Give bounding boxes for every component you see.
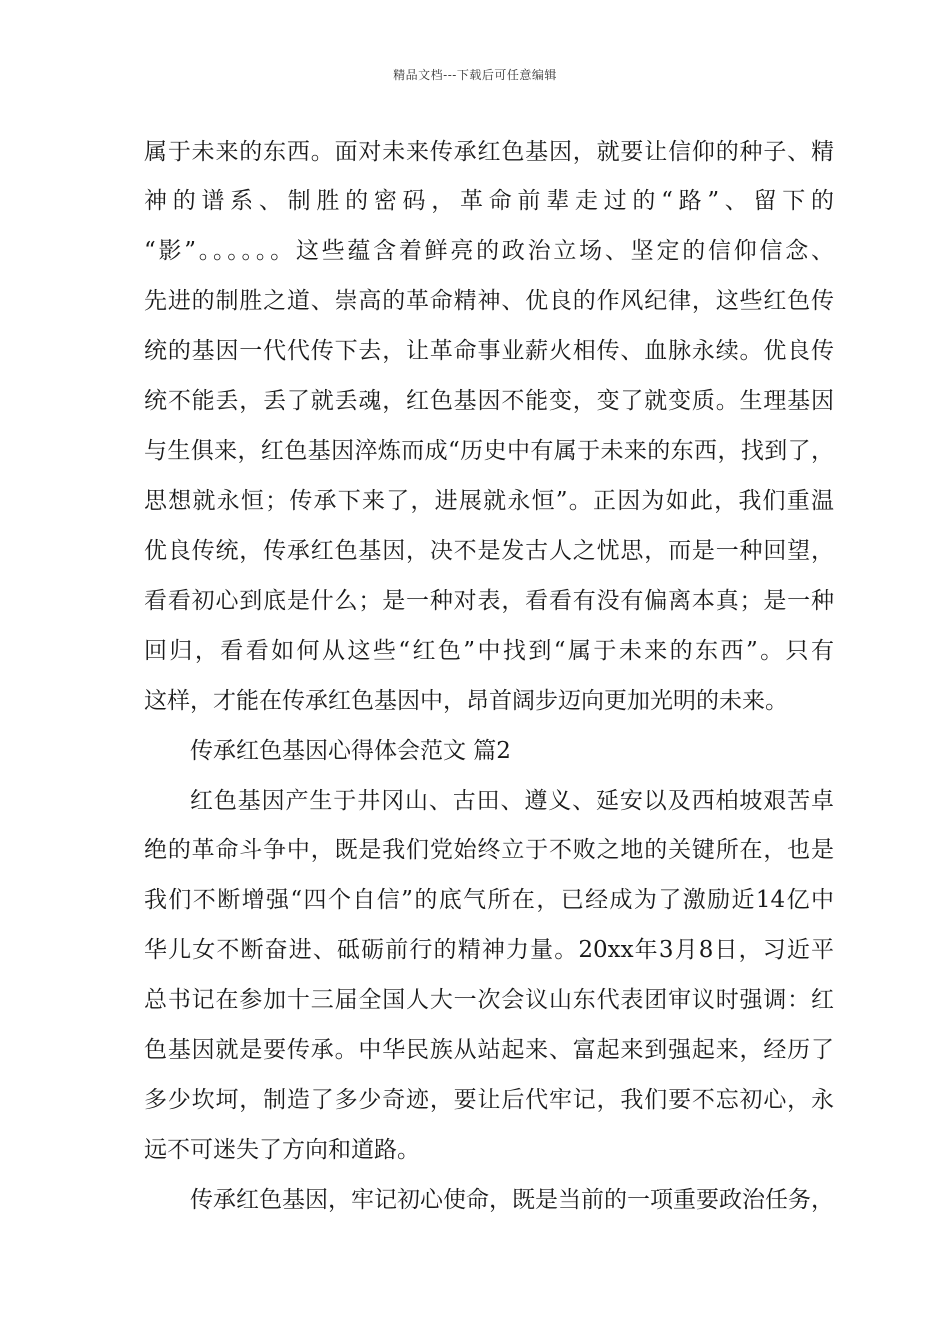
paragraph-line: 红色基因产生于井冈山、古田、遵义、延安以及西柏坡艰苦卓: [190, 788, 834, 814]
paragraph-line: 色基因就是要传承。中华民族从站起来、富起来到强起来，经历了: [144, 1037, 834, 1063]
paragraph-line: 我们不断增强“四个自信”的底气所在，已经成为了激励近14亿中: [144, 887, 834, 913]
paragraph-line: 绝的革命斗争中，既是我们党始终立于不败之地的关键所在，也是: [144, 837, 834, 863]
paragraph-line: 与生俱来，红色基因淬炼而成“历史中有属于未来的东西，找到了，: [144, 438, 834, 464]
paragraph-line: 属于未来的东西。面对未来传承红色基因，就要让信仰的种子、精: [144, 139, 834, 165]
paragraph-line: 多少坎坷，制造了多少奇迹，要让后代牢记，我们要不忘初心，永: [144, 1087, 834, 1113]
paragraph-line: 思想就永恒；传承下来了，进展就永恒”。正因为如此，我们重温: [144, 488, 834, 514]
paragraph-line: 统的基因一代代传下去，让革命事业薪火相传、血脉永续。优良传: [144, 338, 834, 364]
paragraph-line: 传承红色基因，牢记初心使命，既是当前的一项重要政治任务，: [190, 1187, 834, 1213]
paragraph-line: 远不可迷失了方向和道路。: [144, 1137, 420, 1163]
paragraph-line: 回归，看看如何从这些“红色”中找到“属于未来的东西”。只有: [144, 638, 834, 664]
paragraph-line: 这样，才能在传承红色基因中，昂首阔步迈向更加光明的未来。: [144, 688, 788, 714]
paragraph-line: 华儿女不断奋进、砥砺前行的精神力量。20xx年3月8日，习近平: [144, 937, 834, 963]
paragraph-line: 优良传统，传承红色基因，决不是发古人之忧思，而是一种回望，: [144, 538, 834, 564]
page-header: 精品文档---下载后可任意编辑: [393, 68, 557, 82]
paragraph-line: 看看初心到底是什么；是一种对表，看看有没有偏离本真；是一种: [144, 588, 834, 614]
paragraph-line: “影”。。。。。。这些蕴含着鲜亮的政治立场、坚定的信仰信念、: [144, 238, 834, 264]
paragraph-line: 总书记在参加十三届全国人大一次会议山东代表团审议时强调：红: [144, 987, 834, 1013]
section-heading: 传承红色基因心得体会范文 篇2: [190, 738, 511, 764]
paragraph-line: 统不能丢，丢了就丢魂，红色基因不能变，变了就变质。生理基因: [144, 388, 834, 414]
paragraph-line: 先进的制胜之道、崇高的革命精神、优良的作风纪律，这些红色传: [144, 288, 834, 314]
paragraph-line: 神的谱系、制胜的密码，革命前辈走过的“路”、留下的: [144, 188, 834, 214]
